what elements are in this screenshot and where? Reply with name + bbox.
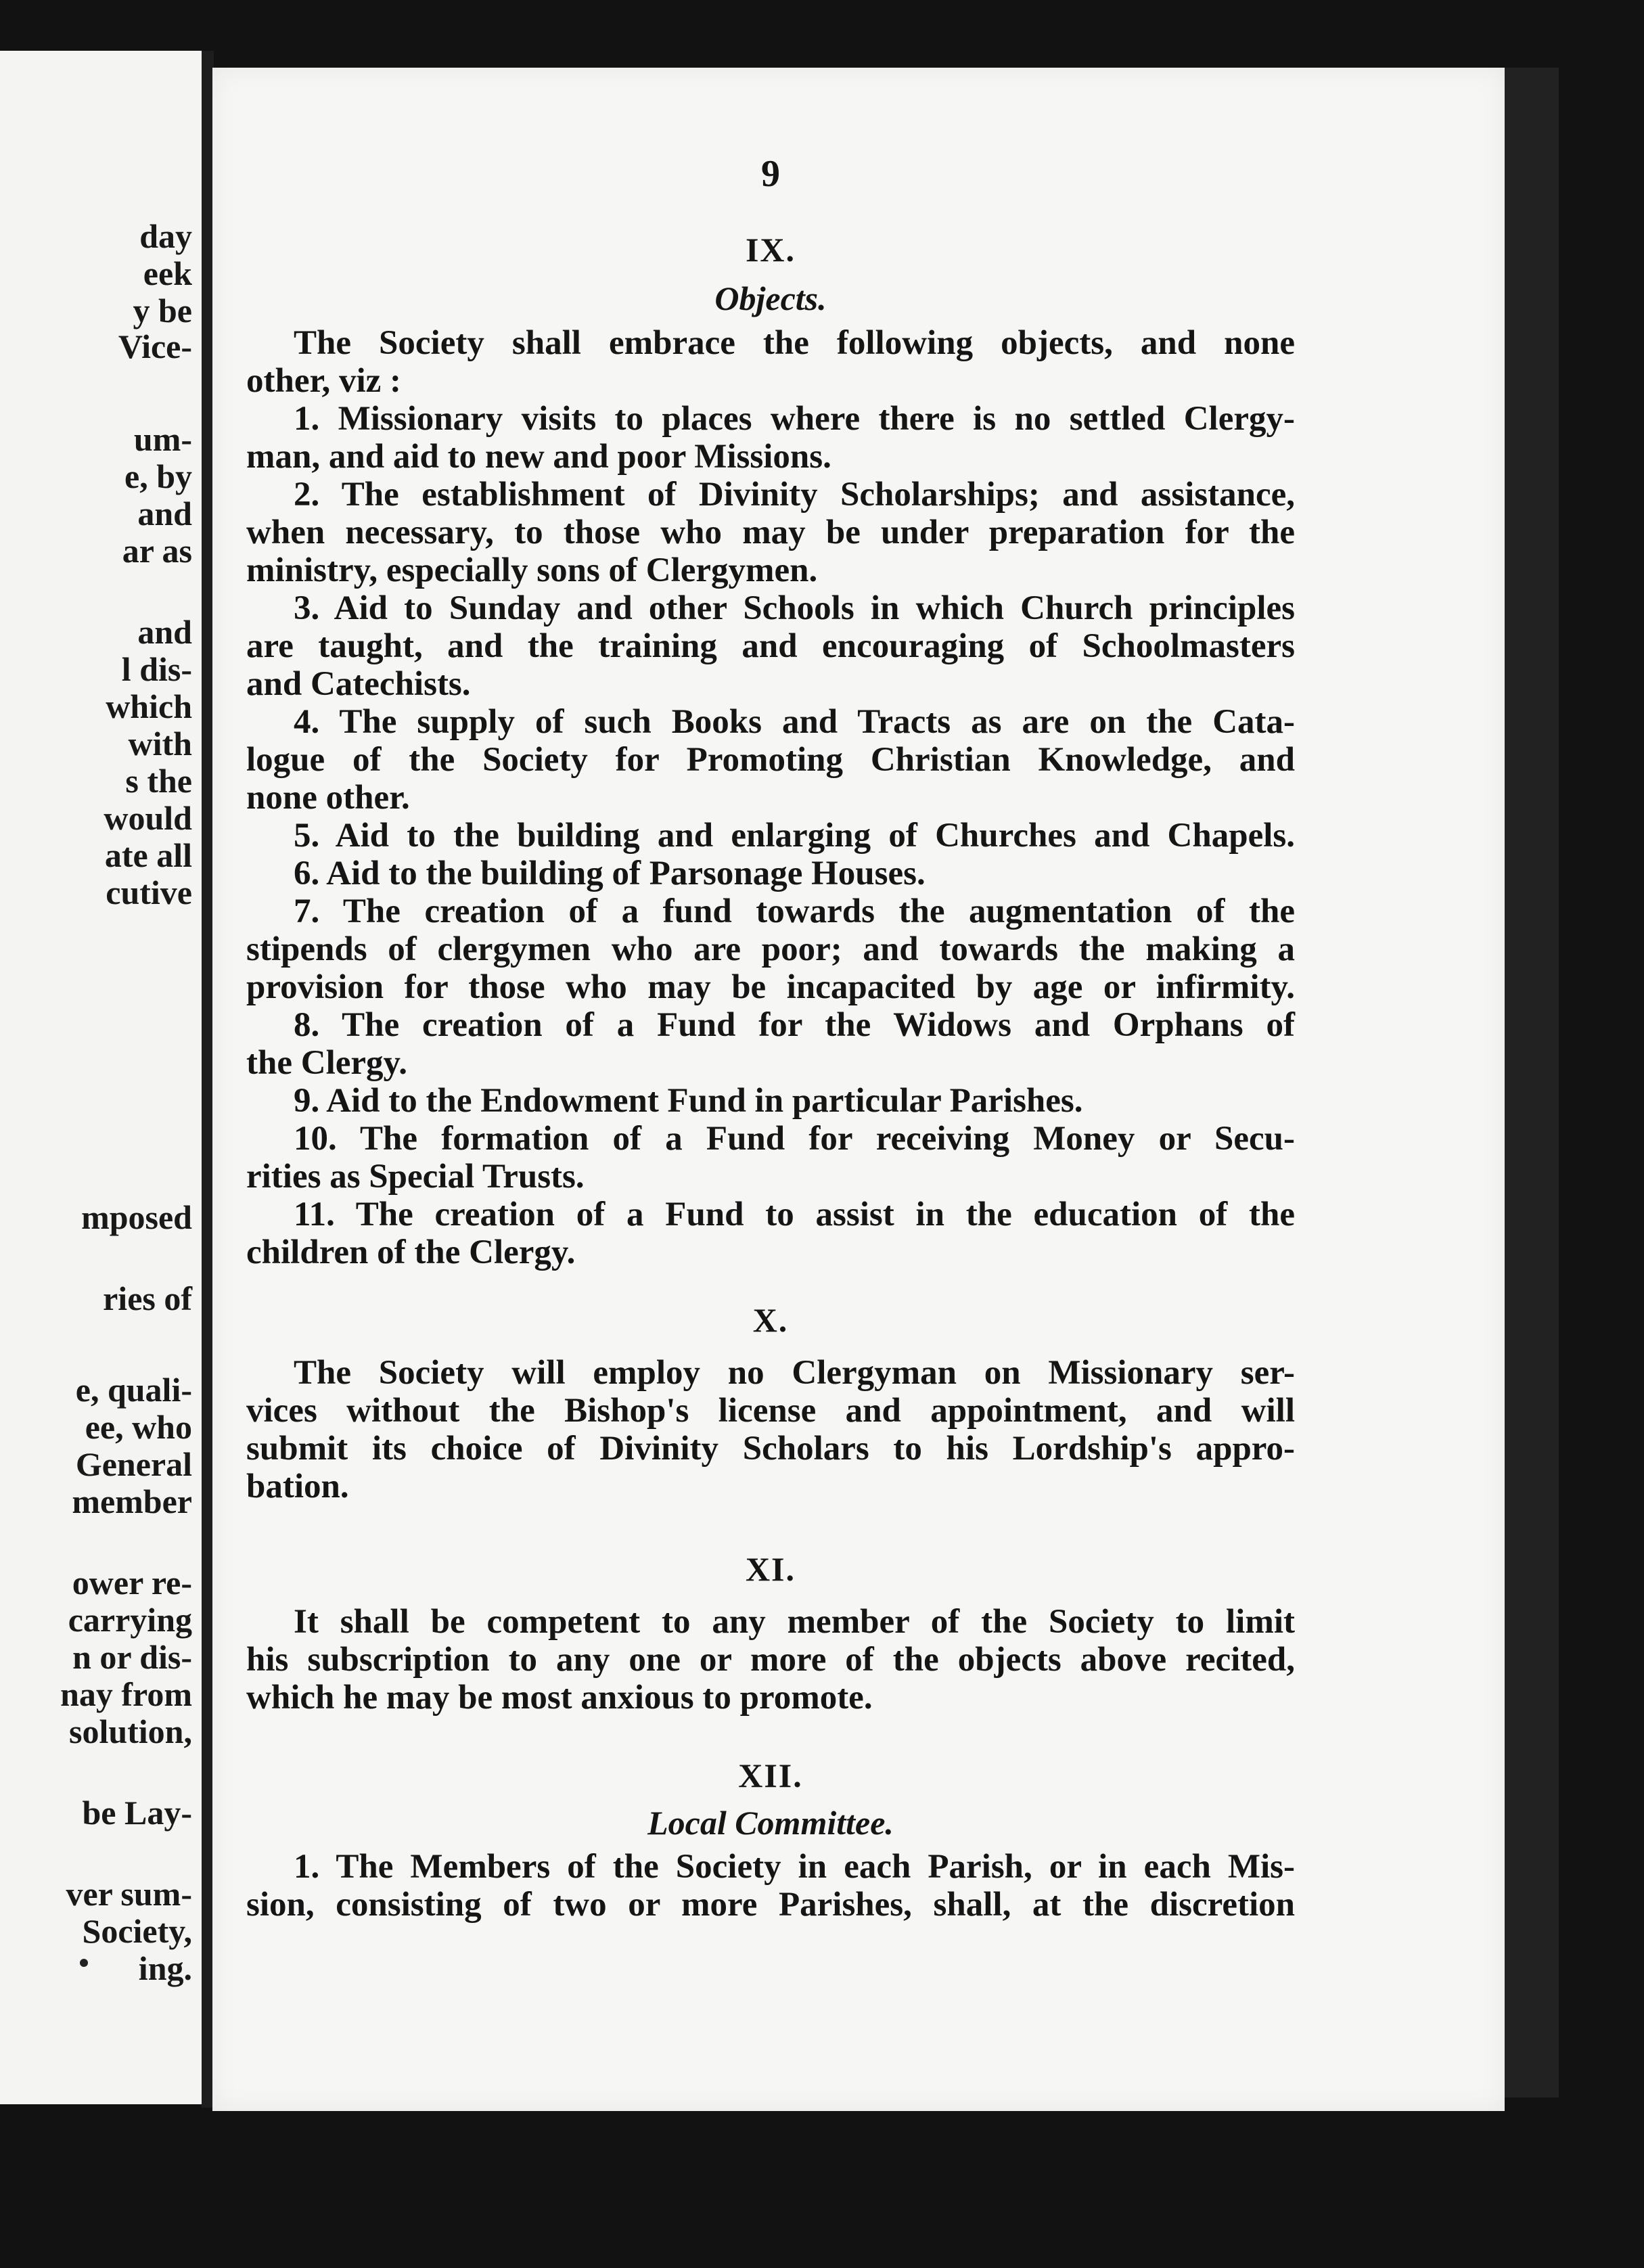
left-fragment: which — [106, 687, 192, 725]
left-fragment: with — [128, 725, 192, 763]
list-item-line: the Clergy. — [246, 1044, 407, 1082]
list-item-line: 1. Missionary visits to places where there is no settled Clergy- — [294, 400, 1295, 438]
list-item-line: provision for those who may be incapacited by age or infirmity. — [246, 968, 1295, 1006]
list-item-line: man, and aid to new and poor Missions. — [246, 438, 831, 476]
left-fragment: would — [104, 799, 192, 837]
left-fragment: member — [72, 1482, 192, 1520]
list-item-line: 7. The creation of a fund towards the augmentation of the — [294, 892, 1295, 930]
list-item-line: 5. Aid to the building and enlarging of Churches and Chapels. — [294, 817, 1295, 855]
left-fragment: e, quali- — [75, 1371, 192, 1409]
left-fragment: nay from — [60, 1675, 192, 1713]
paragraph-line: The Society shall embrace the following objects, and none — [294, 324, 1295, 362]
left-fragment: ar as — [122, 532, 192, 570]
list-item-line: 3. Aid to Sunday and other Schools in which Church principles — [294, 589, 1295, 627]
list-item-line: logue of the Society for Promoting Christian Knowledge, and — [246, 741, 1295, 779]
paragraph-line: It shall be competent to any member of the Society to limit — [294, 1603, 1295, 1641]
list-item-line: 4. The supply of such Books and Tracts as are on the Cata- — [294, 703, 1295, 741]
list-item-line: 9. Aid to the Endowment Fund in particular Parishes. — [294, 1082, 1083, 1120]
left-fragment: ate all — [104, 836, 192, 874]
paragraph-line: other, viz : — [246, 362, 401, 400]
left-fragment: ee, who — [85, 1408, 192, 1446]
list-item-line: are taught, and the training and encouraging of Schoolmasters — [246, 627, 1295, 665]
left-fragment: Society, — [82, 1912, 192, 1950]
left-fragment: ower re- — [72, 1564, 192, 1602]
left-fragment: day — [139, 217, 192, 255]
list-item-line: 2. The establishment of Divinity Scholarships; and assistance, — [294, 476, 1295, 514]
list-item-line: when necessary, to those who may be under preparation for the — [246, 514, 1295, 551]
left-fragment: n or dis- — [72, 1638, 192, 1676]
paragraph-line: vices without the Bishop's license and appointment, and will — [246, 1392, 1295, 1430]
left-facing-page — [0, 51, 204, 2104]
left-fragment: and — [137, 613, 192, 651]
section-heading-local-committee: Local Committee. — [647, 1804, 894, 1842]
left-fragment: ver sum- — [66, 1875, 192, 1913]
list-item-line: children of the Clergy. — [246, 1233, 576, 1271]
left-fragment: s the — [125, 762, 192, 800]
left-fragment: General — [75, 1445, 192, 1483]
list-item-line: and Catechists. — [246, 665, 471, 703]
section-numeral-xii: XII. — [738, 1756, 803, 1794]
paragraph-line: bation. — [246, 1468, 349, 1505]
paragraph-line: submit its choice of Divinity Scholars to his Lordship's appro- — [246, 1430, 1295, 1468]
left-fragment: ries of — [103, 1279, 192, 1317]
paragraph-line: his subscription to any one or more of the objects above recited, — [246, 1641, 1295, 1679]
paragraph-line: The Society will employ no Clergyman on Missionary ser- — [294, 1354, 1295, 1392]
left-fragment: mposed — [81, 1198, 192, 1236]
left-fragment: um- — [133, 420, 192, 458]
left-fragment: and — [137, 495, 192, 532]
left-fragment: e, by — [124, 457, 192, 495]
left-fragment: l dis- — [121, 650, 192, 688]
list-item-line: 10. The formation of a Fund for receiving Money or Secu- — [294, 1120, 1295, 1158]
left-fragment: cutive — [106, 874, 192, 911]
left-fragment: solution, — [68, 1713, 192, 1750]
list-item-line: ministry, especially sons of Clergymen. — [246, 551, 818, 589]
list-item-line: 6. Aid to the building of Parsonage Houses. — [294, 855, 926, 892]
page-edge-shadow — [1505, 68, 1559, 2097]
section-heading-objects: Objects. — [714, 279, 827, 317]
list-item-line: 11. The creation of a Fund to assist in the education of the — [294, 1196, 1295, 1233]
section-numeral-xi: XI. — [745, 1550, 796, 1588]
paragraph-line: sion, consisting of two or more Parishes, shall, at the discretion — [246, 1886, 1295, 1924]
paragraph-line: 1. The Members of the Society in each Parish, or in each Mis- — [294, 1848, 1295, 1886]
left-fragment: eek — [143, 254, 192, 292]
list-item-line: none other. — [246, 779, 410, 817]
main-page — [212, 68, 1505, 2111]
paragraph-line: which he may be most anxious to promote. — [246, 1679, 873, 1717]
section-numeral-ix: IX. — [745, 231, 796, 269]
left-fragment: ing. — [138, 1949, 192, 1987]
left-fragment: be Lay- — [82, 1794, 192, 1832]
left-fragment: y be — [133, 292, 192, 330]
left-fragment: Vice- — [118, 327, 192, 365]
list-item-line: rities as Special Trusts. — [246, 1158, 585, 1196]
page-number: 9 — [761, 153, 780, 195]
left-fragment: carrying — [68, 1601, 192, 1639]
list-item-line: 8. The creation of a Fund for the Widows and Orphans of — [294, 1006, 1295, 1044]
list-item-line: stipends of clergymen who are poor; and towards the making a — [246, 930, 1295, 968]
section-numeral-x: X. — [752, 1301, 789, 1339]
ink-dot — [80, 1959, 88, 1967]
